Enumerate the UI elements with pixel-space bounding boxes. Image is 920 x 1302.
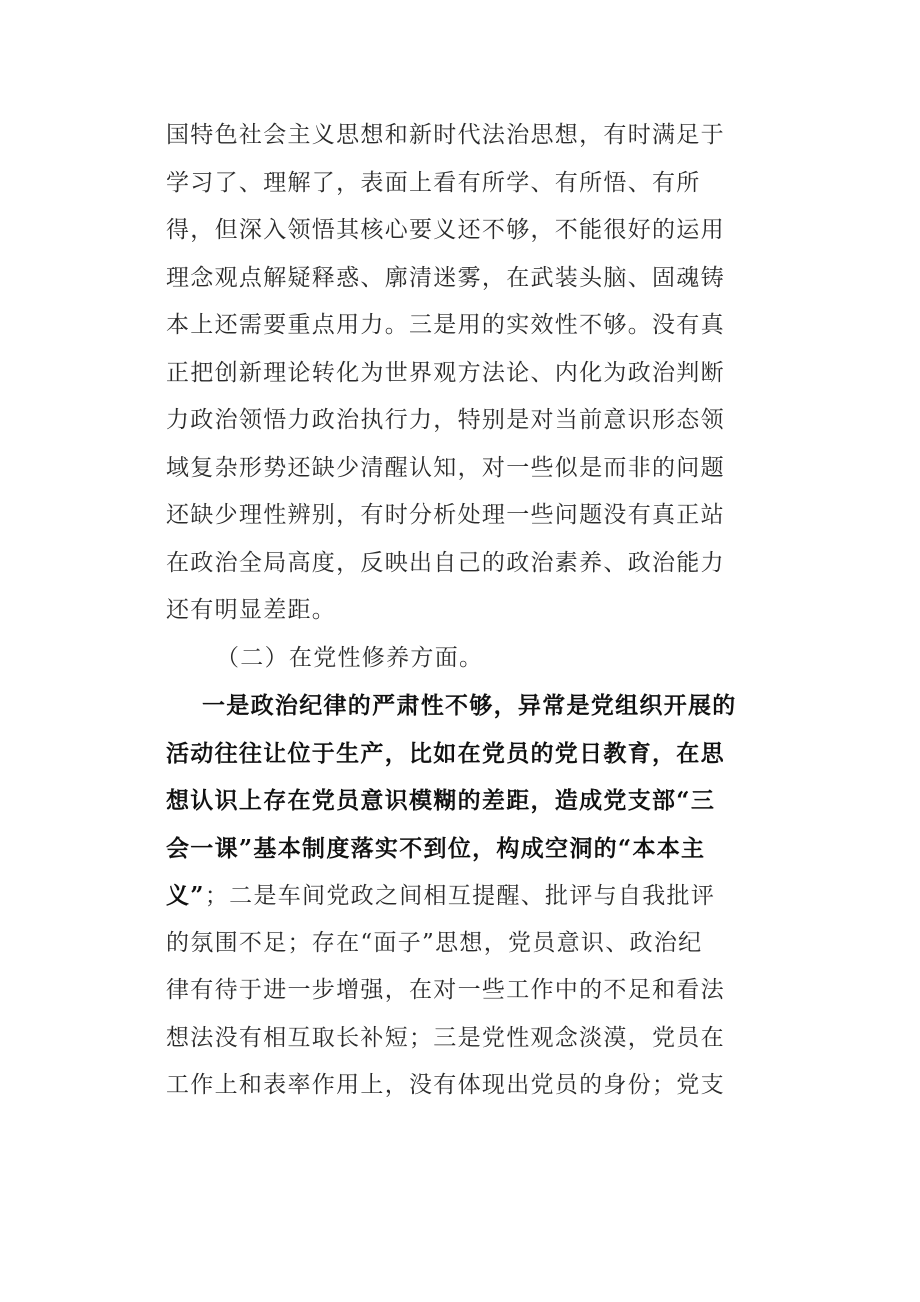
paragraph-line: 的氛围不足；存在“面子”思想，党员意识、政治纪: [166, 929, 703, 956]
paragraph-line: 工作上和表率作用上，没有体现出党员的身份；党支: [166, 1072, 725, 1098]
paragraph-line: 还有明显差距。: [166, 597, 337, 623]
paragraph-line: 力政治领悟力政治执行力，特别是对当前意识形态领: [166, 407, 725, 433]
paragraph-line: 在政治全局高度，反映出自己的政治素养、政治能力: [166, 549, 725, 576]
paragraph-line: 本上还需要重点用力。三是用的实效性不够。没有真: [166, 312, 725, 338]
bold-segment: 义”: [166, 882, 205, 909]
paragraph-line: 国特色社会主义思想和新时代法治思想，有时满足于: [166, 122, 725, 148]
paragraph-line: 律有待于进一步增强，在对一些工作中的不足和看法: [166, 977, 725, 1003]
document-body: [166, 112, 756, 1110]
paragraph-line: 还缺少理性辨别，有时分析处理一些问题没有真正站: [166, 502, 725, 528]
paragraph-line: 得，但深入领悟其核心要义还不够，不能很好的运用: [166, 217, 725, 243]
section-heading: （二）在党性修养方面。: [216, 644, 484, 671]
paragraph-line: 域复杂形势还缺少清醒认知，对一些似是而非的问题: [166, 454, 725, 481]
paragraph-line: 正把创新理论转化为世界观方法论、内化为政治判断: [166, 359, 725, 386]
paragraph-line: 理念观点解疑释惑、廓清迷雾，在武装头脑、固魂铸: [166, 264, 725, 291]
mixed-paragraph-line: [166, 872, 756, 920]
paragraph-line: 想法没有相互取长补短；三是党性观念淡漠，党员在: [166, 1024, 725, 1051]
bold-paragraph-line: 活动往往让位于生产，比如在党员的党日教育，在思: [166, 739, 725, 767]
paragraph-line: 学习了、理解了，表面上看有所学、有所悟、有所: [166, 169, 701, 196]
bold-paragraph-line: 一是政治纪律的严肃性不够，异常是党组织开展的: [202, 692, 737, 719]
bold-paragraph-line: 想认识上存在党员意识模糊的差距，造成党支部“三: [166, 787, 716, 814]
regular-segment: ；二是车间党政之间相互提醒、批评与自我批评: [204, 883, 716, 909]
bold-paragraph-line: 会一课”基本制度落实不到位，构成空洞的“本本主: [166, 834, 706, 862]
